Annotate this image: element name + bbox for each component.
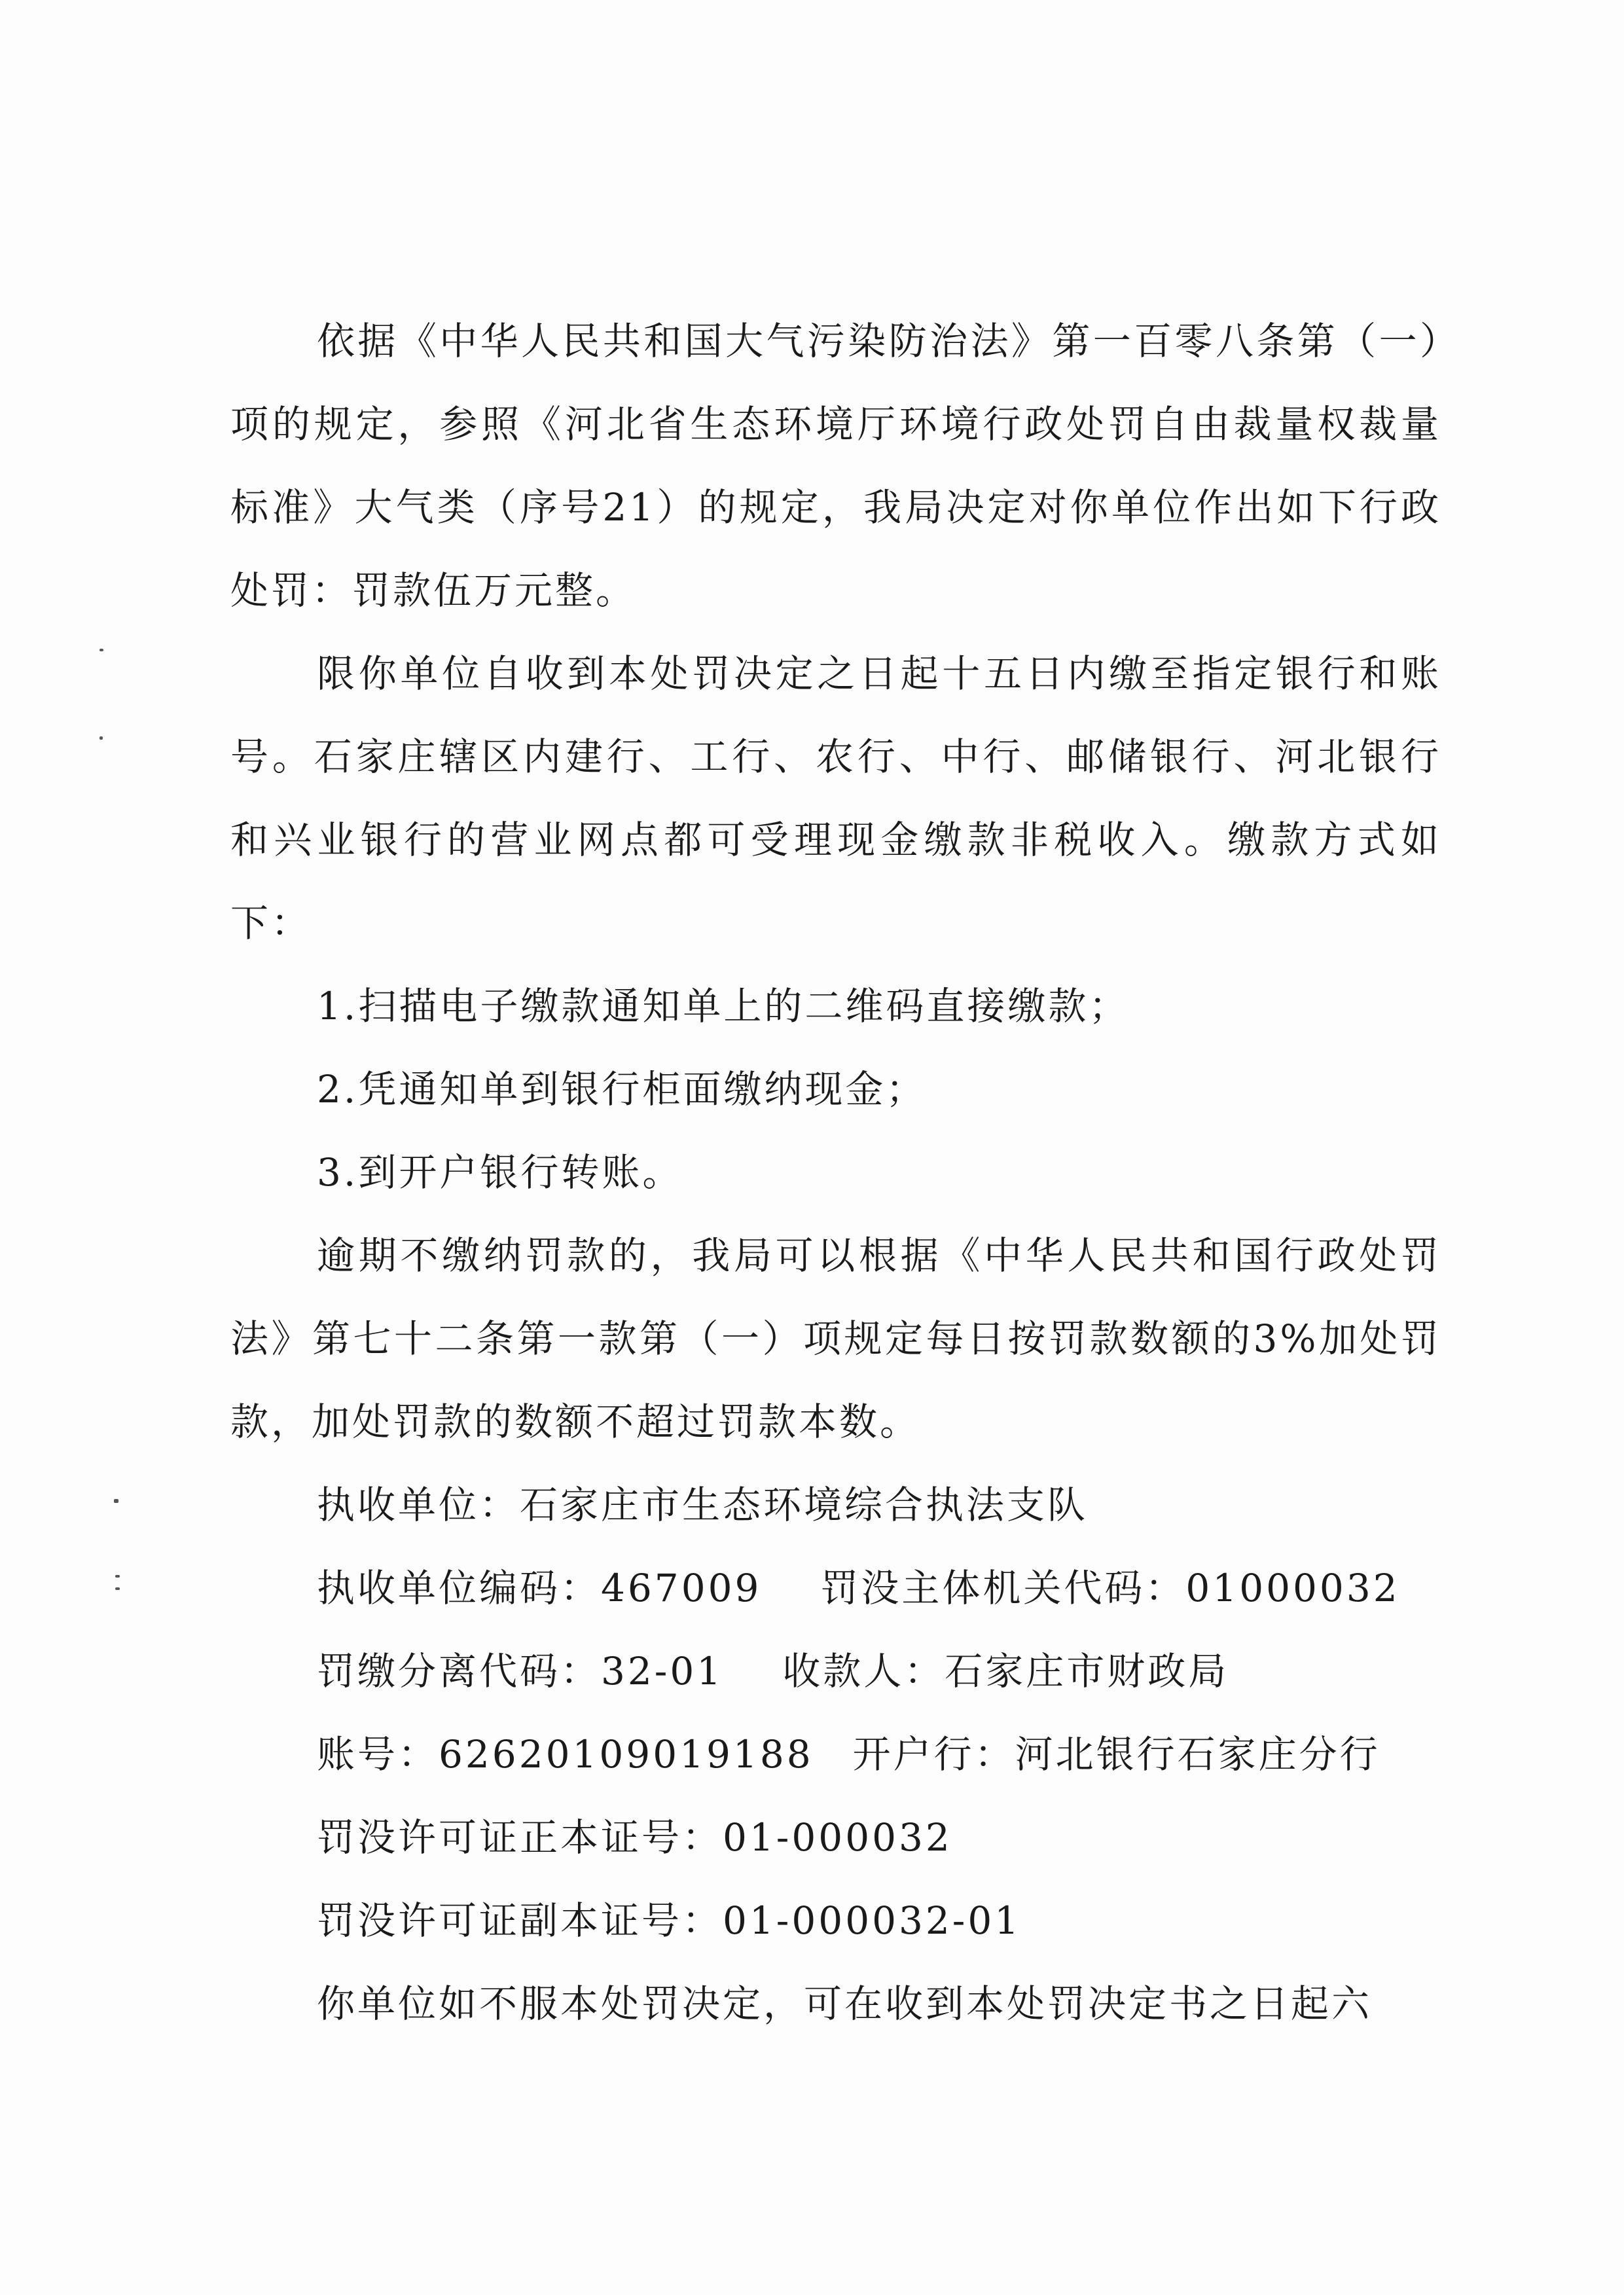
document-body	[230, 300, 1441, 2046]
overdue-penalty-paragraph: 逾期不缴纳罚款的，我局可以根据《中华人民共和国行政处罚法》第七十二条第一款第（一）项规定每日按罚款数额的3%加处罚款，加处罚款的数额不超过罚款本数。	[230, 1233, 1441, 1444]
payment-method-item: 2.凭通知单到银行柜面缴纳现金；	[317, 1067, 927, 1111]
payment-deadline-paragraph: 限你单位自收到本处罚决定之日起十五日内缴至指定银行和账号。石家庄辖区内建行、工行、农行、中行、邮储银行、河北银行和兴业银行的营业网点都可受理现金缴款非税收入。缴款方式如下：	[230, 651, 1441, 945]
scan-speck	[99, 649, 103, 651]
bank-field: 开户行：河北银行石家庄分行	[852, 1732, 1380, 1777]
separation-code-field: 罚缴分离代码：32-01	[317, 1649, 724, 1693]
license-main-field: 罚没许可证正本证号：01-000032	[317, 1815, 952, 1860]
payment-method-item: 1.扫描电子缴款通知单上的二维码直接缴款；	[317, 984, 1130, 1028]
separation-payee-row	[230, 1630, 1441, 1713]
account-number-field: 账号：62620109019188	[317, 1732, 814, 1777]
license-copy-field: 罚没许可证副本证号：01-000032-01	[317, 1898, 1022, 1943]
account-bank-row	[230, 1713, 1441, 1796]
collector-unit-field: 执收单位：石家庄市生态环境综合执法支队	[317, 1483, 1089, 1527]
code-field-row	[230, 1547, 1441, 1630]
scan-speck	[115, 1587, 120, 1590]
appeal-paragraph: 你单位如不服本处罚决定，可在收到本处罚决定书之日起六	[317, 1981, 1373, 2026]
authority-code-field: 罚没主体机关代码：01000032	[820, 1566, 1400, 1610]
legal-basis-paragraph: 依据《中华人民共和国大气污染防治法》第一百零八条第（一）项的规定，参照《河北省生态环境厅环境行政处罚自由裁量权裁量标准》大气类（序号21）的规定，我局决定对你单位作出如下行政处罚：罚款伍万元整。	[230, 319, 1441, 613]
scan-speck	[99, 736, 103, 740]
scan-speck	[115, 1575, 120, 1578]
payment-method-item: 3.到开户银行转账。	[317, 1150, 683, 1195]
scan-speck	[114, 1499, 118, 1503]
payee-field: 收款人：石家庄市财政局	[782, 1649, 1229, 1693]
collector-code-field: 执收单位编码：467009	[317, 1566, 762, 1610]
